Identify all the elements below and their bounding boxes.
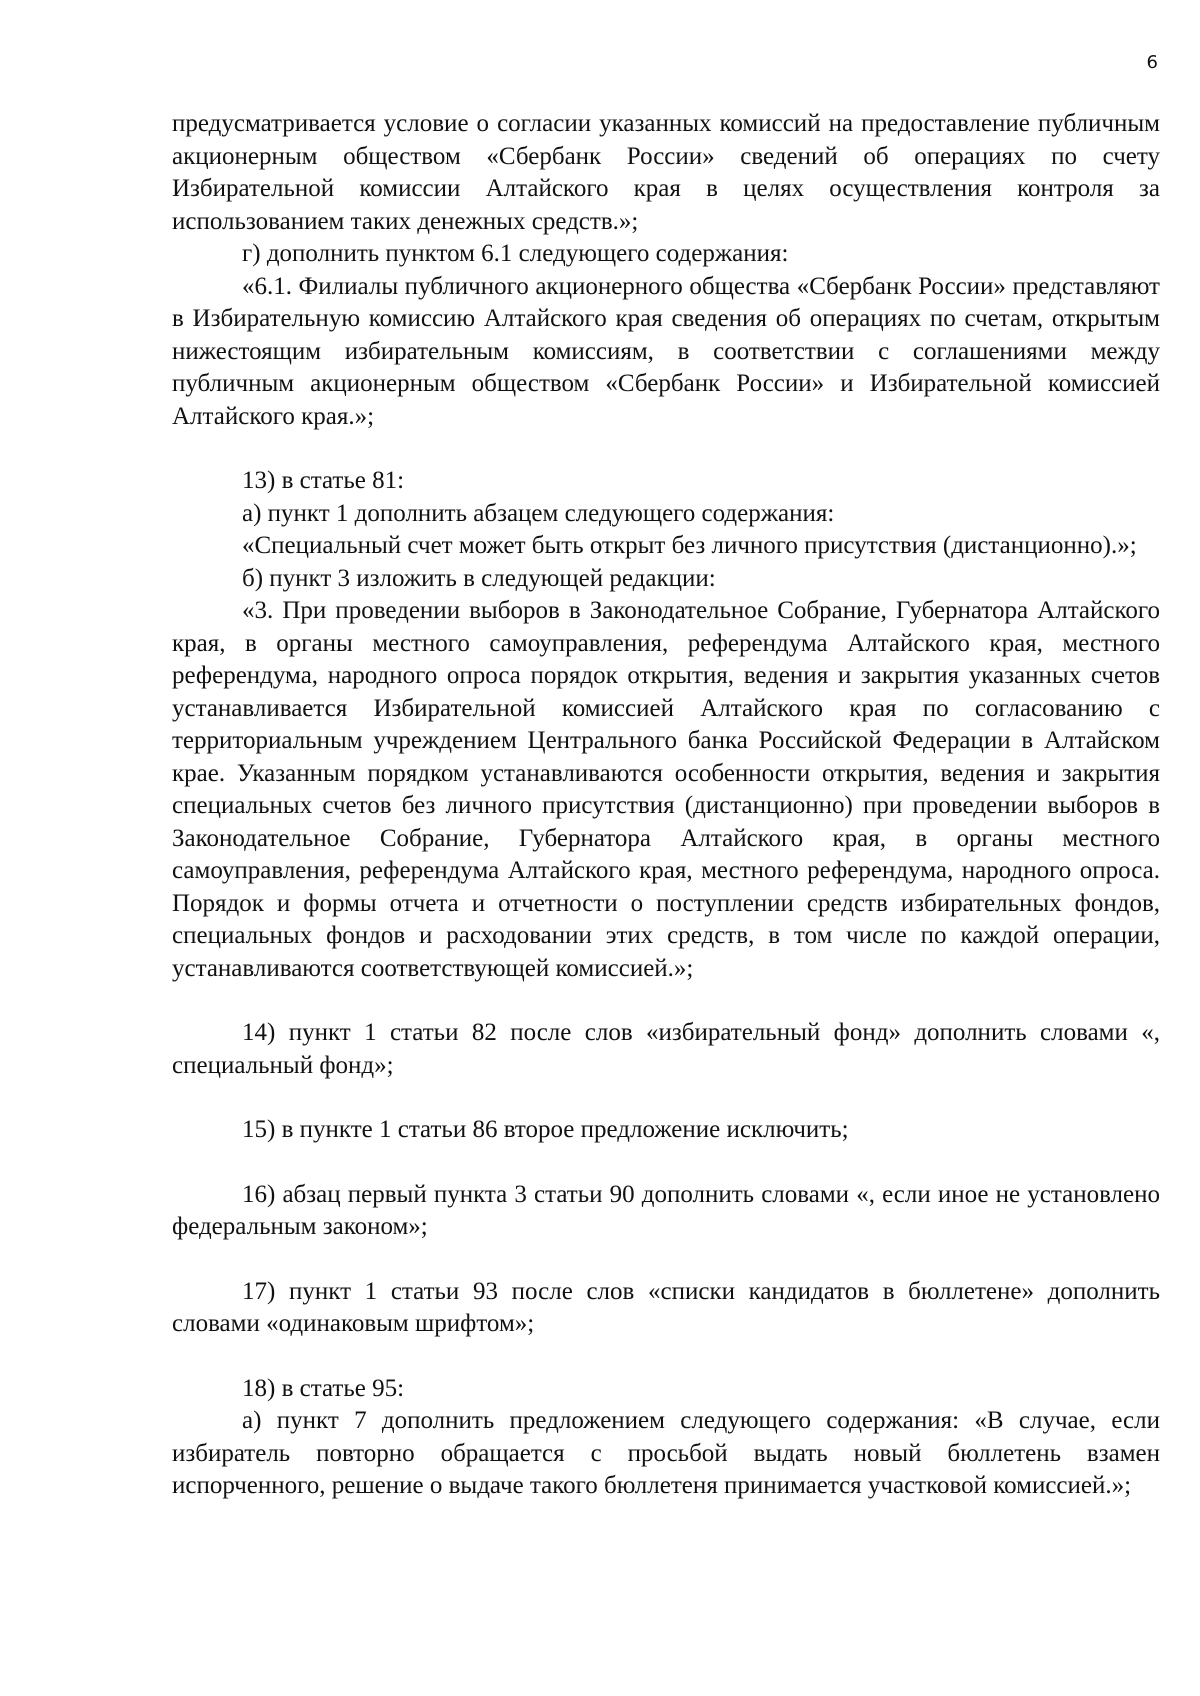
paragraph-quote-6-1: «6.1. Филиалы публичного акционерного общества «Сбербанк России» представляют в Избирательную комиссию Алтайского края сведения об операциях по счетам, открытым нижестоящим избирательным комиссиям, в соответствии с соглашениями между публичным акционерным обществом «Сбербанк России» и Избирательной комиссией Алтайского края.»; — [172, 272, 1160, 430]
paragraph-item-16: 16) абзац первый пункта 3 статьи 90 дополнить словами «, если иное не установлено федеральным законом»; — [172, 1180, 1160, 1240]
paragraph-subitem-a: а) пункт 1 дополнить абзацем следующего содержания: — [242, 499, 835, 527]
paragraph-subitem-b: б) пункт 3 изложить в следующей редакции: — [242, 564, 716, 592]
paragraph-item-14: 14) пункт 1 статьи 82 после слов «избирательный фонд» дополнить словами «, специальный фонд»; — [172, 1019, 1160, 1079]
paragraph-subitem-g: г) дополнить пунктом 6.1 следующего содержания: — [242, 240, 789, 267]
paragraph-continuation: предусматривается условие о согласии указанных комиссий на предоставление публичным акционерным обществом «Сбербанк России» сведений об операциях по счету Избирательной комиссии Алтайского края в целях осуществления контроля за использованием таких денежных средств.»; — [172, 110, 1160, 235]
paragraph-item-17: 17) пункт 1 статьи 93 после слов «списки кандидатов в бюллетене» дополнить словами «одинаковым шрифтом»; — [172, 1277, 1160, 1337]
paragraph-quote-3: «3. При проведении выборов в Законодательное Собрание, Губернатора Алтайского края, в органы местного самоуправления, референдума Алтайского края, местного референдума, народного опроса порядок открытия, ведения и закрытия указанных счетов устанавливается Избирательной комиссией Алтайского края по согласованию с территориальным учреждением Центрального банка Российской Федерации в Алтайском крае. Указанным порядком устанавливаются особенности открытия, ведения и закрытия специальных счетов без личного присутствия (дистанционно) при проведении выборов в Законодательное Собрание, Губернатора Алтайского края, в органы местного самоуправления, референдума Алтайского края, местного референдума, народного опроса. Порядок и формы отчета и отчетности о поступлении средств избирательных фондов, специальных фондов и расходовании этих средств, в том числе по каждой операции, устанавливаются соответствующей комиссией.»; — [172, 597, 1160, 982]
document-body — [172, 108, 1160, 1503]
paragraph-item-15: 15) в пункте 1 статьи 86 второе предложение исключить; — [242, 1116, 849, 1143]
paragraph-item-18: 18) в статье 95: — [242, 1374, 405, 1402]
paragraph-item-13: 13) в статье 81: — [242, 467, 405, 494]
page-number: 6 — [1146, 52, 1158, 73]
paragraph-subitem-a-item-7: а) пункт 7 дополнить предложением следующего содержания: «В случае, если избиратель повторно обращается с просьбой выдать новый бюллетень взамен испорченного, решение о выдаче такого бюллетеня принимается участковой комиссией.»; — [172, 1407, 1160, 1499]
paragraph-quote-special-account: «Специальный счет может быть открыт без личного присутствия (дистанционно).»; — [242, 532, 1137, 559]
